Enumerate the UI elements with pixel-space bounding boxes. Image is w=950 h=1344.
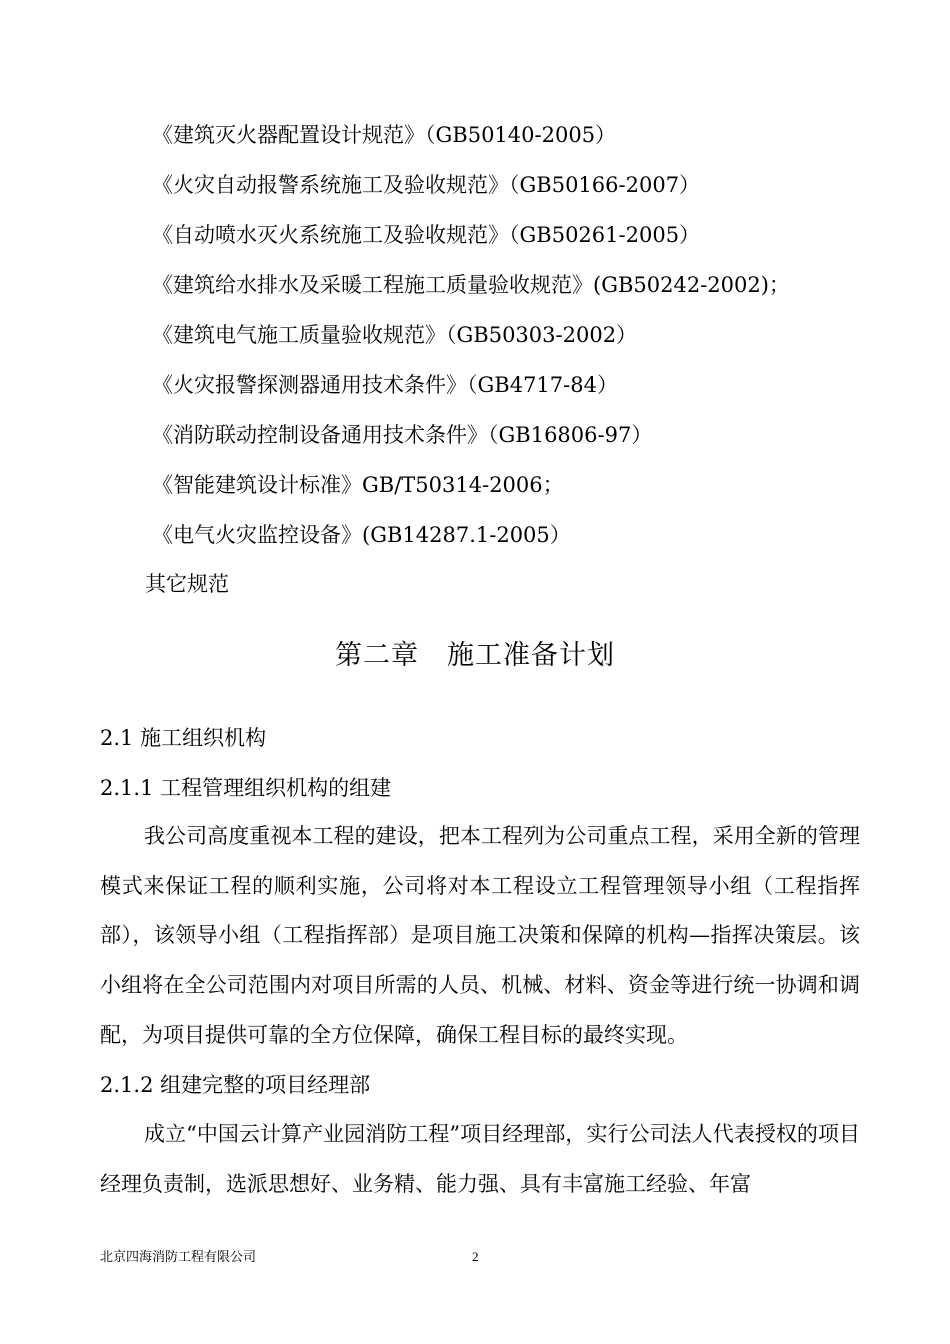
reference-item: 《智能建筑设计标准》GB/T50314-2006； (152, 473, 564, 497)
reference-item: 《建筑灭火器配置设计规范》（GB50140-2005） (152, 123, 617, 147)
chapter-number: 第二章 (335, 640, 419, 671)
reference-item: 《火灾报警探测器通用技术条件》（GB4717-84） (152, 373, 618, 397)
reference-item: 《建筑电气施工质量验收规范》（GB50303-2002） (152, 323, 638, 347)
subsection-heading: 2.1.1 工程管理组织机构的组建 (100, 776, 392, 800)
subsection-heading: 2.1.2 组建完整的项目经理部 (100, 1073, 371, 1097)
body-paragraph: 成立“中国云计算产业园消防工程”项目经理部，实行公司法人代表授权的项目经理负责制，选派思想好、业务精、能力强、具有丰富施工经验、年富 (100, 1122, 860, 1196)
page-number: 2 (472, 1249, 479, 1264)
other-specs: 其它规范 (145, 572, 229, 596)
reference-item: 《火灾自动报警系统施工及验收规范》（GB50166-2007） (152, 173, 701, 197)
reference-item: 《消防联动控制设备通用技术条件》（GB16806-97） (152, 423, 653, 447)
reference-item: 《电气火灾监控设备》(GB14287.1-2005） (152, 523, 571, 547)
footer-company: 北京四海消防工程有限公司 (100, 1249, 257, 1264)
section-heading: 2.1 施工组织机构 (100, 726, 267, 750)
reference-item: 《自动喷水灭火系统施工及验收规范》（GB50261-2005） (152, 223, 701, 247)
chapter-heading (0, 638, 950, 674)
body-paragraph: 我公司高度重视本工程的建设，把本工程列为公司重点工程，采用全新的管理模式来保证工程的顺利实施，公司将对本工程设立工程管理领导小组（工程指挥部），该领导小组（工程指挥部）是项目施工决策和保障的机构—指挥决策层。该小组将在全公司范围内对项目所需的人员、机械、材料、资金等进行统一协调和调配，为项目提供可靠的全方位保障，确保工程目标的最终实现。 (100, 824, 860, 1047)
reference-item: 《建筑给水排水及采暖工程施工质量验收规范》(GB50242-2002)； (152, 273, 790, 297)
chapter-title: 施工准备计划 (447, 640, 615, 671)
